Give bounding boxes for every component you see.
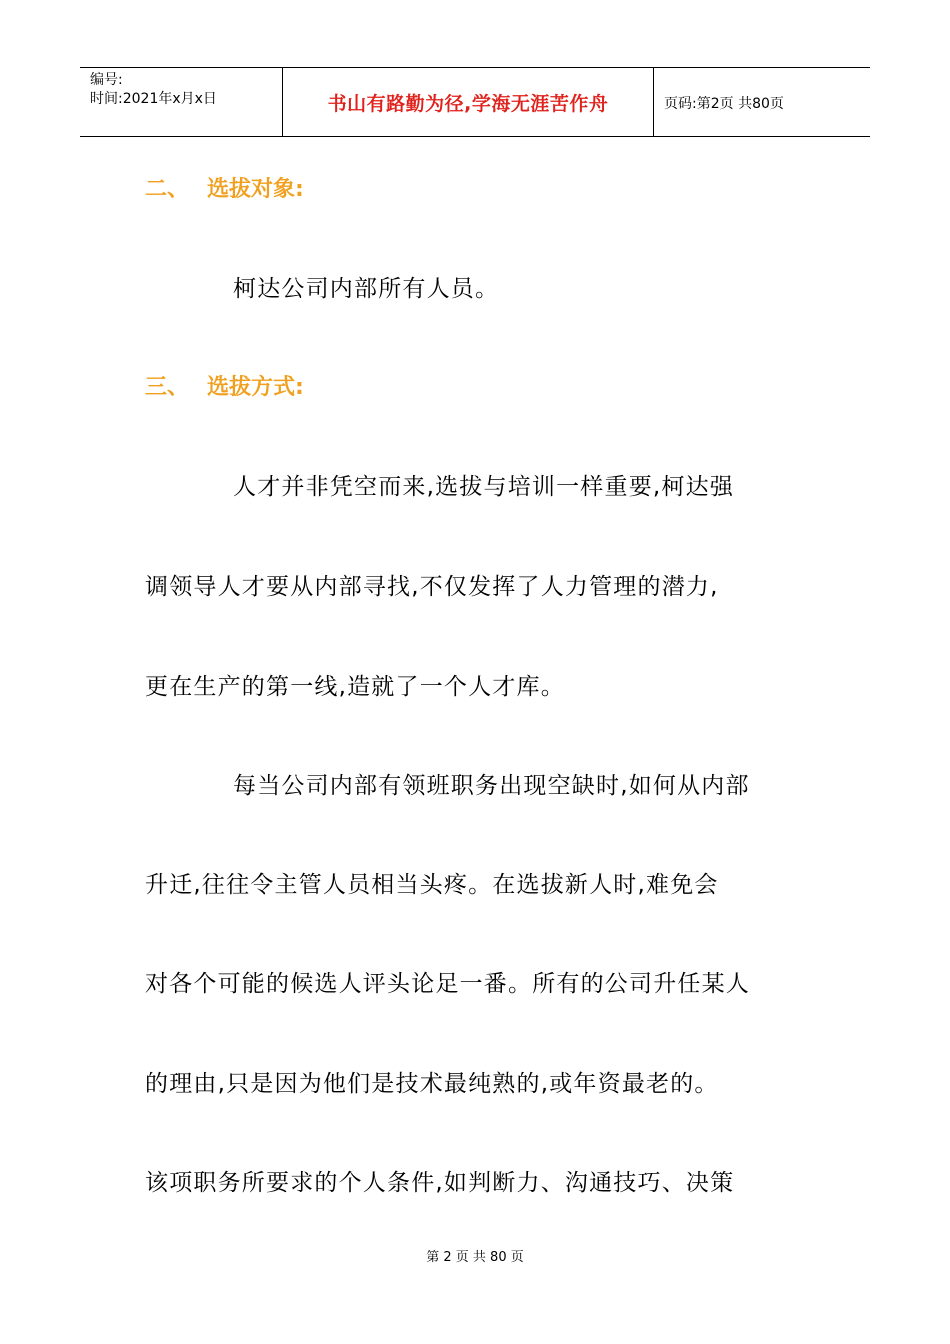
page-header [80, 67, 870, 137]
section-heading-3 [145, 370, 304, 401]
paragraph-line: 对各个可能的候选人评头论足一番。所有的公司升任某人 [145, 971, 750, 997]
section-heading-2 [145, 172, 304, 203]
paragraph-line: 的理由,只是因为他们是技术最纯熟的,或年资最老的。 [145, 1071, 719, 1097]
paragraph-line: 该项职务所要求的个人条件,如判断力、沟通技巧、决策 [145, 1170, 735, 1196]
paragraph-line: 升迁,往往令主管人员相当头疼。在选拔新人时,难免会 [145, 872, 719, 898]
page-footer: 第 2 页 共 80 页 [426, 1250, 524, 1265]
section-number: 三、 [145, 375, 190, 400]
section-number: 二、 [145, 177, 190, 202]
document-time-label: 时间:2021年x月x日 [90, 91, 217, 107]
document-number-label: 编号: [90, 72, 123, 88]
paragraph-line: 更在生产的第一线,造就了一个人才库。 [145, 674, 565, 700]
header-meta [80, 68, 282, 136]
paragraph-line: 每当公司内部有领班职务出现空缺时,如何从内部 [233, 773, 750, 799]
section-title: 选拔方式: [207, 375, 304, 400]
header-page-info: 页码:第2页 共80页 [664, 96, 784, 112]
paragraph-line: 调领导人才要从内部寻找,不仅发挥了人力管理的潜力, [145, 574, 719, 600]
header-motto: 书山有路勤为径,学海无涯苦作舟 [282, 68, 654, 136]
paragraph-line: 人才并非凭空而来,选拔与培训一样重要,柯达强 [233, 474, 735, 500]
paragraph-line: 柯达公司内部所有人员。 [233, 276, 500, 302]
section-title: 选拔对象: [207, 177, 304, 202]
